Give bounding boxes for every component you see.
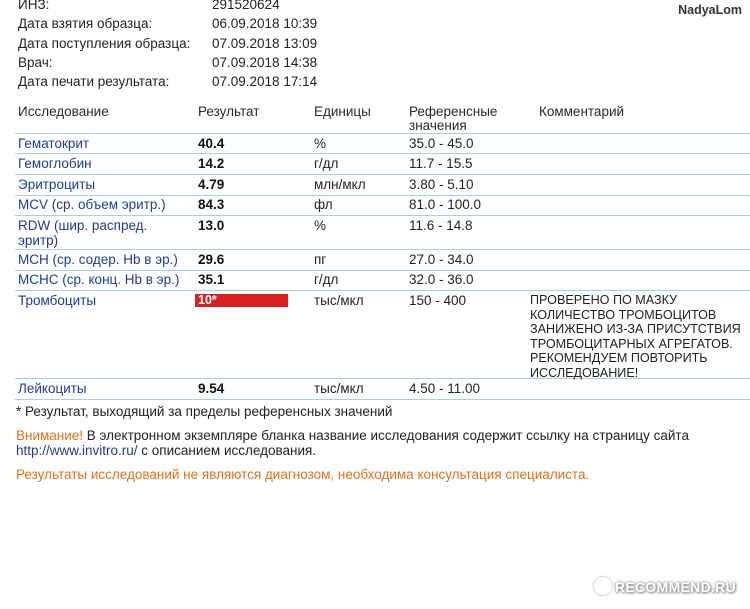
notice-label: Внимание! — [16, 428, 84, 443]
watermark-text: RECOMMEND.RU — [614, 579, 736, 595]
reference-range: 81.0 - 100.0 — [409, 197, 482, 212]
result-value: 14.2 — [198, 156, 225, 171]
recommend-logo-icon — [594, 577, 612, 595]
invitro-link[interactable]: http://www.invitro.ru/ — [16, 443, 138, 458]
doctor-value: 07.09.2018 14:38 — [212, 55, 318, 70]
result-value: 29.6 — [198, 252, 225, 267]
row-divider — [15, 195, 750, 196]
test-name-link[interactable]: RDW (шир. распред. — [18, 218, 148, 233]
test-name-link-line2[interactable]: эритр) — [18, 233, 59, 248]
notice-line1 — [16, 428, 689, 443]
test-name-link[interactable]: MCV (ср. объем эритр.) — [18, 197, 166, 212]
notice-text: В электронном экземпляре бланка название исследования содержит ссылку на страницу сайта — [83, 428, 689, 443]
test-name-link[interactable]: MCHC (ср. конц. Hb в эр.) — [18, 272, 180, 287]
inz-value: 291520624 — [212, 0, 280, 12]
notice-text-end: с описанием исследования. — [137, 443, 317, 458]
reference-range: 11.6 - 14.8 — [409, 218, 473, 233]
unit: пг — [314, 252, 327, 267]
unit: г/дл — [314, 272, 339, 287]
test-name-link[interactable]: Гемоглобин — [18, 156, 92, 171]
row-divider — [15, 215, 750, 216]
row-divider — [15, 270, 750, 271]
disclaimer: Результаты исследований не являются диагнозом, необходима консультация специалиста. — [16, 467, 590, 482]
sample-date-value: 06.09.2018 10:39 — [212, 16, 318, 31]
sample-date-label: Дата взятия образца: — [18, 16, 153, 31]
out-of-range-result: 10* — [195, 294, 288, 307]
inz-label: ИНЗ: — [18, 0, 50, 12]
footnote: * Результат, выходящий за пределы референсных значений — [16, 404, 393, 419]
print-date-label: Дата печати результата: — [18, 74, 170, 89]
reference-range: 32.0 - 36.0 — [409, 272, 474, 287]
unit: фл — [314, 197, 333, 212]
test-name-link[interactable]: Тромбоциты — [18, 293, 97, 308]
result-value: 35.1 — [198, 272, 225, 287]
result-value: 40.4 — [198, 136, 225, 151]
col-reference-line1: Референсные — [409, 104, 498, 119]
print-date-value: 07.09.2018 17:14 — [212, 74, 318, 89]
col-comment: Комментарий — [539, 104, 625, 119]
test-name-link[interactable]: MCH (ср. содер. Hb в эр.) — [18, 252, 178, 267]
unit: тыс/мкл — [314, 381, 364, 396]
col-reference-line2: значения — [409, 118, 467, 133]
col-result: Результат — [198, 104, 260, 119]
reference-range: 27.0 - 34.0 — [409, 252, 474, 267]
reference-range: 4.50 - 11.00 — [409, 381, 481, 396]
result-value: 13.0 — [198, 218, 225, 233]
notice-line2 — [16, 443, 316, 458]
unit: % — [314, 218, 327, 233]
author-watermark: NadyaLom — [678, 3, 742, 17]
row-divider — [15, 153, 750, 154]
reference-range: 3.80 - 5.10 — [409, 177, 474, 192]
test-name-link[interactable]: Гематокрит — [18, 136, 90, 151]
reference-range: 150 - 400 — [409, 293, 467, 308]
result-comment: ПРОВЕРЕНО ПО МАЗКУ КОЛИЧЕСТВО ТРОМБОЦИТОВ ЗАНИЖЕНО ИЗ-ЗА ПРИСУТСТВИЯ ТРОМБОЦИТАРНЫХ АГРЕГАТОВ. РЕКОМЕНДУЕМ ПОВТОРИТЬ ИССЛЕДОВАНИЕ! — [530, 293, 741, 380]
col-study: Исследование — [18, 104, 109, 119]
reference-range: 35.0 - 45.0 — [409, 136, 474, 151]
receipt-date-label: Дата поступления образца: — [18, 36, 191, 51]
doctor-label: Врач: — [18, 55, 53, 70]
receipt-date-value: 07.09.2018 13:09 — [212, 36, 318, 51]
col-units: Единицы — [314, 104, 371, 119]
unit: г/дл — [314, 156, 339, 171]
recommend-watermark — [594, 577, 736, 595]
reference-range: 11.7 - 15.5 — [409, 156, 473, 171]
test-name-link[interactable]: Эритроциты — [18, 177, 96, 192]
unit: млн/мкл — [314, 177, 366, 192]
result-value: 9.54 — [198, 381, 225, 396]
row-divider — [15, 133, 750, 134]
result-value: 84.3 — [198, 197, 225, 212]
unit: % — [314, 136, 327, 151]
row-divider — [15, 399, 750, 400]
row-divider — [15, 249, 750, 250]
result-value: 4.79 — [198, 177, 225, 192]
unit: тыс/мкл — [314, 293, 364, 308]
row-divider — [15, 290, 750, 291]
test-name-link[interactable]: Лейкоциты — [18, 381, 87, 396]
row-divider — [15, 174, 750, 175]
